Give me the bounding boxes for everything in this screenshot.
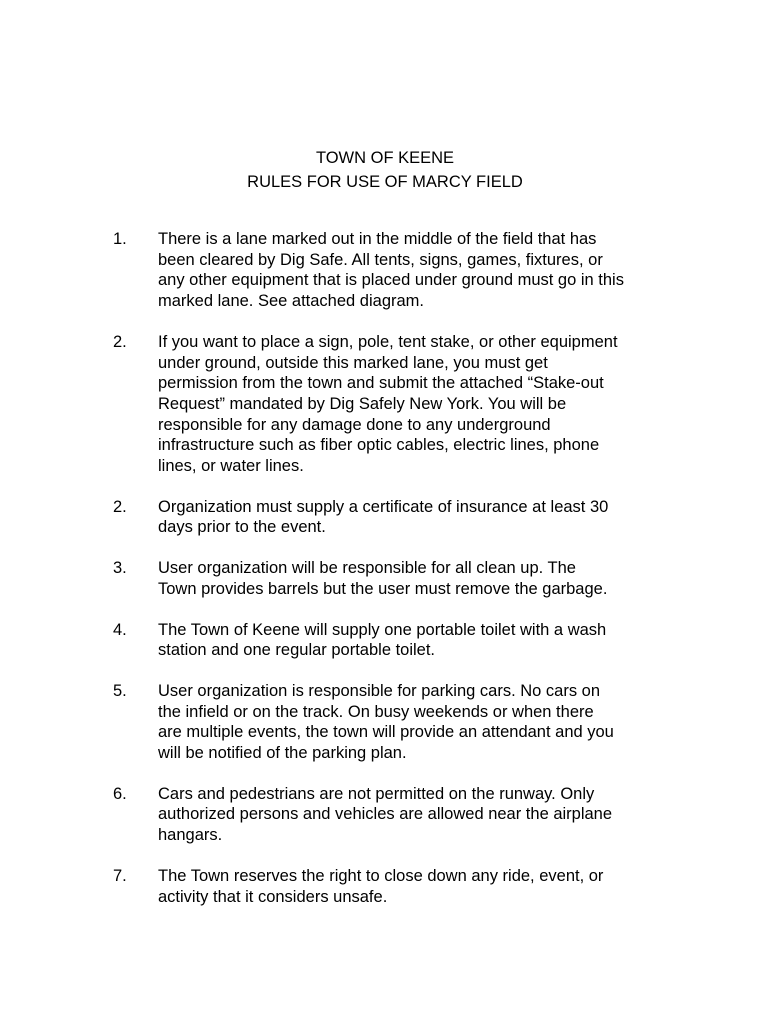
rule-text-line: under ground, outside this marked lane, you must get bbox=[158, 353, 548, 372]
rule-number: 4. bbox=[113, 620, 127, 639]
rule-number: 6. bbox=[113, 784, 127, 803]
rule-text-line: User organization will be responsible for all clean up. The bbox=[158, 559, 576, 578]
rule-text-line: Town provides barrels but the user must remove the garbage. bbox=[158, 579, 608, 598]
rule-text-line: marked lane. See attached diagram. bbox=[158, 292, 424, 311]
rule-item bbox=[0, 784, 770, 846]
rule-text-line: been cleared by Dig Safe. All tents, signs, games, fixtures, or bbox=[158, 250, 603, 269]
rule-text-line: There is a lane marked out in the middle of the field that has bbox=[158, 230, 597, 248]
rules-list bbox=[0, 229, 770, 927]
rule-text bbox=[158, 681, 663, 764]
rule-text-line: The Town reserves the right to close down any ride, event, or bbox=[158, 866, 604, 885]
rule-text bbox=[158, 784, 663, 846]
rule-number: 3. bbox=[113, 559, 127, 578]
rule-item bbox=[0, 558, 770, 599]
rule-text bbox=[158, 229, 663, 312]
rule-text-line: infrastructure such as fiber optic cables, electric lines, phone bbox=[158, 436, 600, 455]
rule-item bbox=[0, 332, 770, 477]
rule-number: 1. bbox=[113, 230, 127, 248]
rule-number: 2. bbox=[113, 332, 127, 351]
rule-text-line: Request” mandated by Dig Safely New York. You will be bbox=[158, 394, 567, 413]
rule-item bbox=[0, 497, 770, 538]
rule-item bbox=[0, 620, 770, 661]
title-rules-heading: RULES FOR USE OF MARCY FIELD bbox=[247, 173, 523, 191]
rule-text-line: will be notified of the parking plan. bbox=[158, 744, 407, 763]
rule-text-line: permission from the town and submit the attached “Stake-out bbox=[158, 374, 604, 393]
rule-text-line: any other equipment that is placed under ground must go in this bbox=[158, 271, 624, 290]
rule-number: 2. bbox=[113, 497, 127, 516]
rule-text bbox=[158, 866, 663, 907]
rule-text-line: The Town of Keene will supply one portable toilet with a wash bbox=[158, 620, 607, 639]
rule-item bbox=[0, 229, 770, 312]
rule-item bbox=[0, 681, 770, 764]
rule-item bbox=[0, 866, 770, 907]
rule-text-line: Organization must supply a certificate of insurance at least 30 bbox=[158, 497, 609, 516]
document-title bbox=[0, 146, 770, 194]
rule-text-line: the infield or on the track. On busy weekends or when there bbox=[158, 702, 594, 721]
rule-text-line: responsible for any damage done to any underground bbox=[158, 415, 551, 434]
rule-text bbox=[158, 497, 663, 538]
rule-text-line: authorized persons and vehicles are allowed near the airplane bbox=[158, 805, 613, 824]
rule-text bbox=[158, 332, 663, 477]
rule-text bbox=[158, 558, 663, 599]
rule-text-line: activity that it considers unsafe. bbox=[158, 887, 388, 906]
rule-text-line: are multiple events, the town will provide an attendant and you bbox=[158, 723, 614, 742]
rule-text-line: station and one regular portable toilet. bbox=[158, 641, 436, 660]
rule-text-line: days prior to the event. bbox=[158, 518, 326, 537]
rule-number: 7. bbox=[113, 866, 127, 885]
rule-text-line: User organization is responsible for parking cars. No cars on bbox=[158, 681, 601, 700]
rule-text-line: lines, or water lines. bbox=[158, 457, 304, 476]
rule-text-line: hangars. bbox=[158, 826, 223, 845]
rule-text-line: Cars and pedestrians are not permitted on the runway. Only bbox=[158, 784, 595, 803]
title-town-name: TOWN OF KEENE bbox=[315, 149, 455, 167]
rule-text bbox=[158, 620, 663, 661]
rule-number: 5. bbox=[113, 681, 127, 700]
rule-text-line: If you want to place a sign, pole, tent stake, or other equipment bbox=[158, 332, 618, 351]
